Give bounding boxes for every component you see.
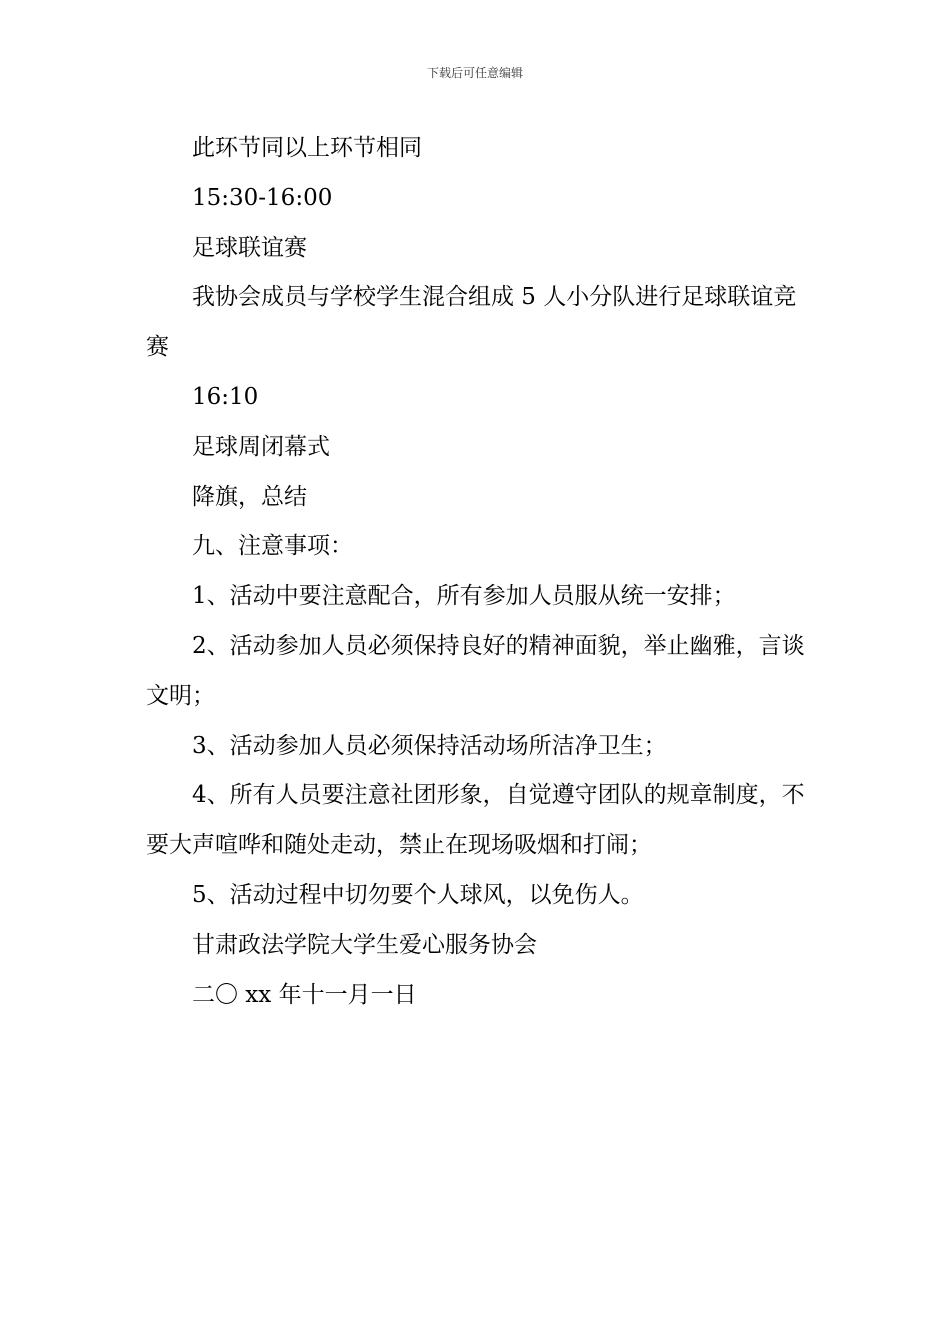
paragraph: 降旗，总结: [192, 483, 307, 510]
paragraph: 此环节同以上环节相同: [192, 135, 422, 161]
paragraph-time: 16:10: [192, 383, 259, 410]
signature-date: 二〇 xx 年十一月一日: [192, 981, 417, 1008]
document-body: [146, 124, 816, 1020]
section-heading: 九、注意事项：: [192, 533, 353, 560]
list-item: 1、活动中要注意配合，所有参加人员服从统一安排；: [192, 583, 736, 610]
paragraph-time: 15:30-16:00: [192, 184, 333, 211]
list-item: 2、活动参加人员必须保持良好的精神面貌，举止幽雅，言谈文明；: [146, 632, 805, 709]
paragraph: 足球联谊赛: [192, 234, 307, 261]
list-item: 5、活动过程中切勿要个人球风，以免伤人。: [192, 881, 644, 908]
page-header: 下载后可任意编辑: [426, 66, 523, 80]
signature-organization: 甘肃政法学院大学生爱心服务协会: [192, 931, 537, 958]
list-item: 3、活动参加人员必须保持活动场所洁净卫生；: [192, 732, 667, 759]
paragraph: 足球周闭幕式: [192, 433, 330, 460]
list-item: 4、所有人员要注意社团形象，自觉遵守团队的规章制度，不要大声喧哗和随处走动，禁止在现场吸烟和打闹；: [146, 782, 805, 859]
paragraph: 我协会成员与学校学生混合组成 5 人小分队进行足球联谊竞赛: [146, 284, 797, 361]
